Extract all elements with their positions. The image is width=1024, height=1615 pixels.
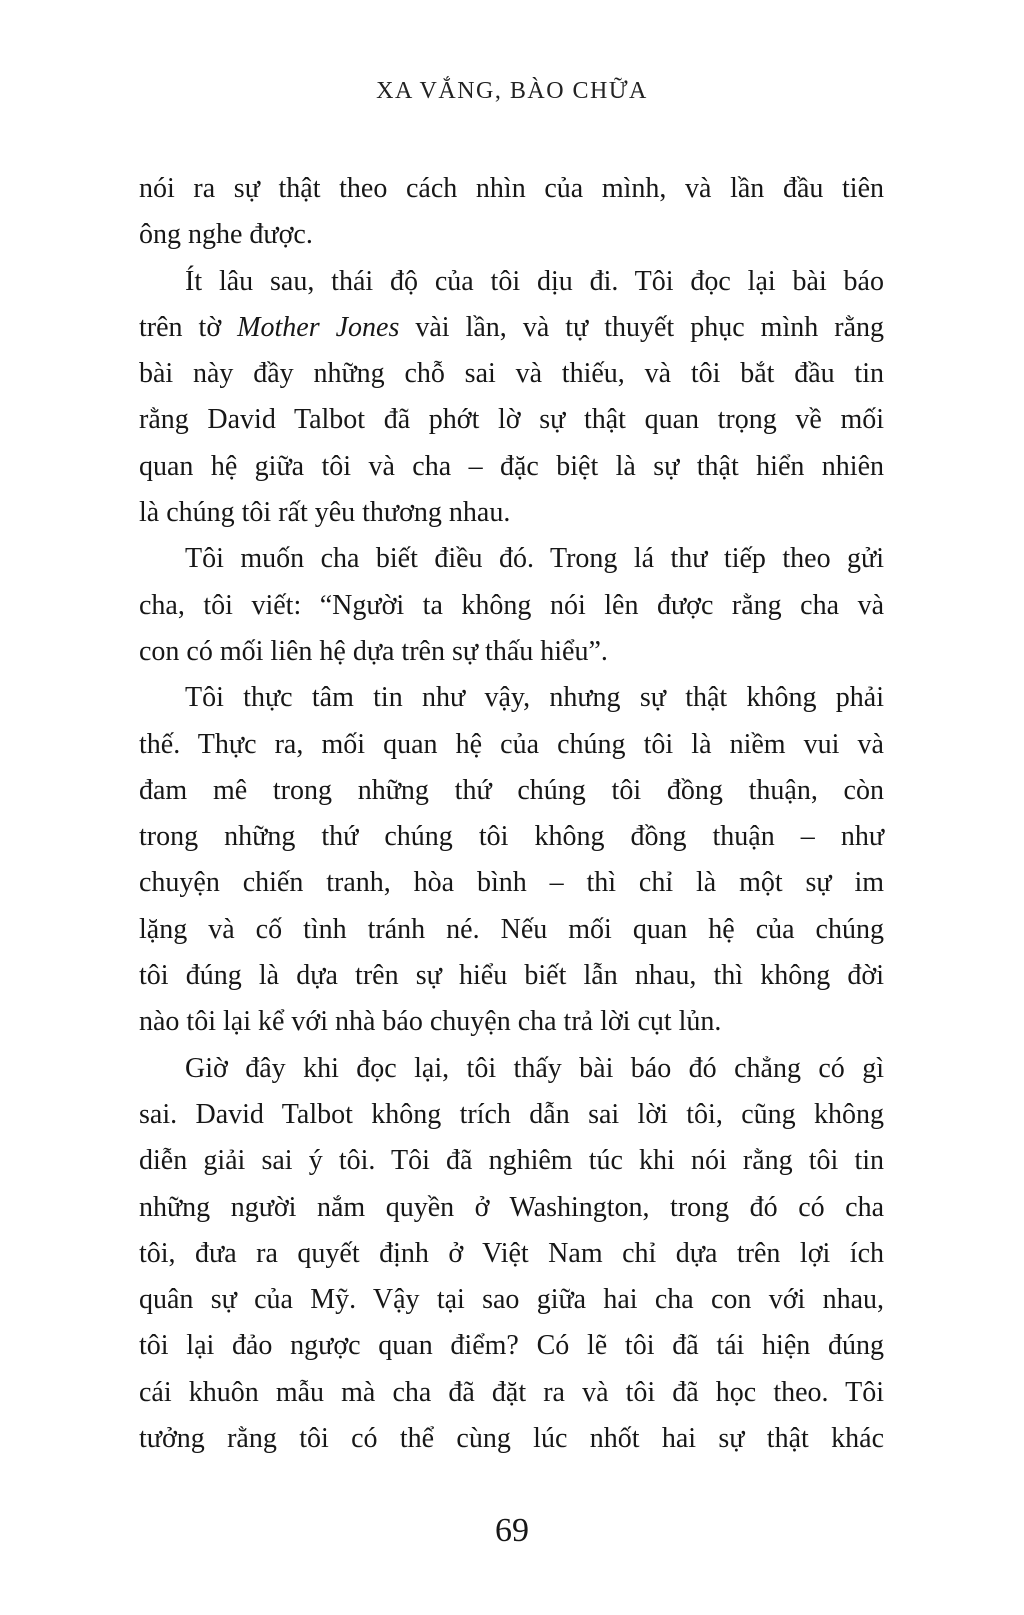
running-header: XA VẮNG, BÀO CHỮA — [376, 78, 648, 104]
page-number: 69 — [495, 1512, 529, 1549]
text-line: tưởng rằng tôi có thể cùng lúc nhốt hai sự thật khác — [139, 1423, 884, 1455]
text-line: nói ra sự thật theo cách nhìn của mình, và lần đầu tiên — [139, 173, 884, 204]
italic-book-title: Mother Jones — [237, 311, 400, 343]
text-line: quan hệ giữa tôi và cha – đặc biệt là sự thật hiển nhiên — [139, 450, 884, 482]
text-line: chuyện chiến tranh, hòa bình – thì chỉ là một sự im — [139, 867, 884, 899]
text-line: những người nắm quyền ở Washington, trong đó có cha — [139, 1191, 884, 1223]
text-line: tôi, đưa ra quyết định ở Việt Nam chỉ dựa trên lợi ích — [139, 1237, 884, 1269]
text-segment: trên tờ — [139, 311, 238, 343]
text-line: Giờ đây khi đọc lại, tôi thấy bài báo đó chẳng có gì — [185, 1052, 884, 1084]
text-line: cái khuôn mẫu mà cha đã đặt ra và tôi đã học theo. Tôi — [139, 1376, 884, 1408]
text-line: Ít lâu sau, thái độ của tôi dịu đi. Tôi đọc lại bài báo — [185, 265, 884, 297]
text-line: sai. David Talbot không trích dẫn sai lời tôi, cũng không — [139, 1098, 884, 1130]
text-line: ông nghe được. — [139, 219, 313, 251]
text-line: quân sự của Mỹ. Vậy tại sao giữa hai cha con với nhau, — [139, 1284, 884, 1316]
text-line: diễn giải sai ý tôi. Tôi đã nghiêm túc khi nói rằng tôi tin — [139, 1145, 884, 1177]
text-line: tôi lại đảo ngược quan điểm? Có lẽ tôi đã tái hiện đúng — [139, 1330, 884, 1362]
text-line: bài này đầy những chỗ sai và thiếu, và tôi bắt đầu tin — [139, 358, 884, 390]
text-line: tôi đúng là dựa trên sự hiểu biết lẫn nhau, thì không đời — [139, 960, 884, 992]
text-line: rằng David Talbot đã phớt lờ sự thật quan trọng về mối — [139, 404, 884, 436]
text-line: nào tôi lại kể với nhà báo chuyện cha trả lời cụt lủn. — [139, 1006, 722, 1038]
text-line: thế. Thực ra, mối quan hệ của chúng tôi là niềm vui và — [139, 728, 884, 760]
text-line — [139, 305, 884, 351]
text-segment: vài lần, và tự thuyết phục mình rằng — [399, 311, 884, 343]
body-text — [139, 166, 884, 1462]
text-line: cha, tôi viết: “Người ta không nói lên được rằng cha và — [139, 589, 884, 621]
text-line: Tôi muốn cha biết điều đó. Trong lá thư tiếp theo gửi — [185, 543, 884, 575]
text-line: là chúng tôi rất yêu thương nhau. — [139, 497, 511, 529]
text-line: con có mối liên hệ dựa trên sự thấu hiểu”. — [139, 635, 608, 667]
text-line: trong những thứ chúng tôi không đồng thuận – như — [139, 821, 884, 853]
text-line: Tôi thực tâm tin như vậy, nhưng sự thật không phải — [185, 682, 884, 714]
text-line: đam mê trong những thứ chúng tôi đồng thuận, còn — [139, 774, 884, 806]
text-line: lặng và cố tình tránh né. Nếu mối quan hệ của chúng — [139, 913, 884, 945]
